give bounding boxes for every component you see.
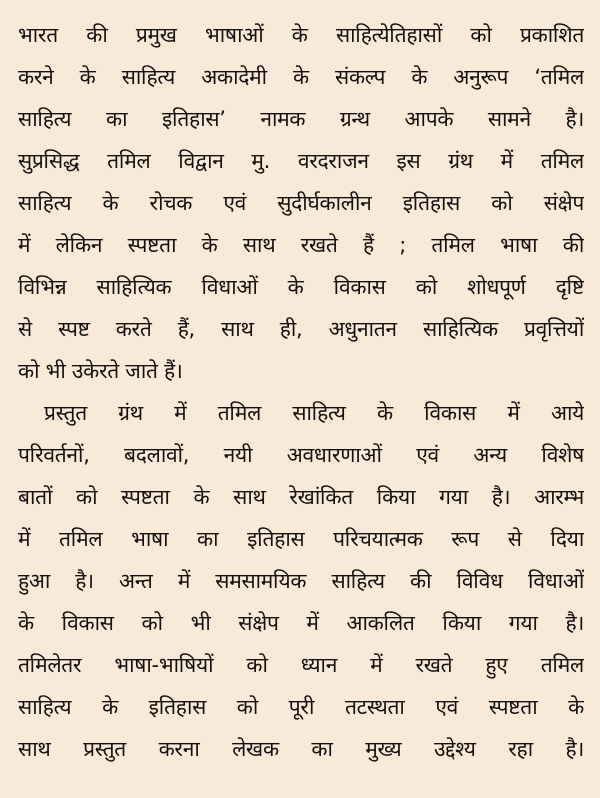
text-line: से स्पष्ट करते हैं, साथ ही, अधुनातन साहित्यिक प्रवृत्तियों [18, 317, 584, 341]
paragraph-2 [18, 392, 584, 770]
text-line: हुआ है। अन्त में समसामयिक साहित्य की विविध विधाओं [18, 569, 584, 593]
text-line: करने के साहित्य अकादेमी के संकल्प के अनुरूप ‘तमिल [18, 65, 584, 89]
text-line: प्रस्तुत ग्रंथ में तमिल साहित्य के विकास में आये [44, 401, 584, 425]
text-line: को भी उकेरते जाते हैं। [18, 359, 183, 383]
text-line: साथ प्रस्तुत करना लेखक का मुख्य उद्देश्य रहा है। [18, 737, 584, 761]
text-line: तमिलेतर भाषा-भाषियों को ध्यान में रखते हुए तमिल [18, 653, 584, 677]
text-line: के विकास को भी संक्षेप में आकलित किया गया है। [18, 611, 584, 635]
text-line: बातों को स्पष्टता के साथ रेखांकित किया गया है। आरम्भ [18, 485, 584, 509]
text-line: साहित्य के इतिहास को पूरी तटस्थता एवं स्पष्टता के [18, 695, 584, 719]
text-line: साहित्य का इतिहास’ नामक ग्रन्थ आपके सामने है। [18, 107, 584, 131]
text-line: सुप्रसिद्ध तमिल विद्वान मु. वरदराजन इस ग्रंथ में तमिल [18, 149, 584, 173]
text-line: परिवर्तनों, बदलावों, नयी अवधारणाओं एवं अन्य विशेष [18, 443, 584, 467]
text-line: विभिन्न साहित्यिक विधाओं के विकास को शोधपूर्ण दृष्टि [18, 275, 584, 299]
paragraph-1 [18, 14, 584, 392]
text-line: भारत की प्रमुख भाषाओं के साहित्येतिहासों को प्रकाशित [18, 23, 584, 47]
text-line: में लेकिन स्पष्टता के साथ रखते हैं ; तमिल भाषा की [18, 233, 584, 257]
text-line: साहित्य के रोचक एवं सुदीर्घकालीन इतिहास को संक्षेप [18, 191, 584, 215]
text-line: में तमिल भाषा का इतिहास परिचयात्मक रूप से दिया [18, 527, 584, 551]
